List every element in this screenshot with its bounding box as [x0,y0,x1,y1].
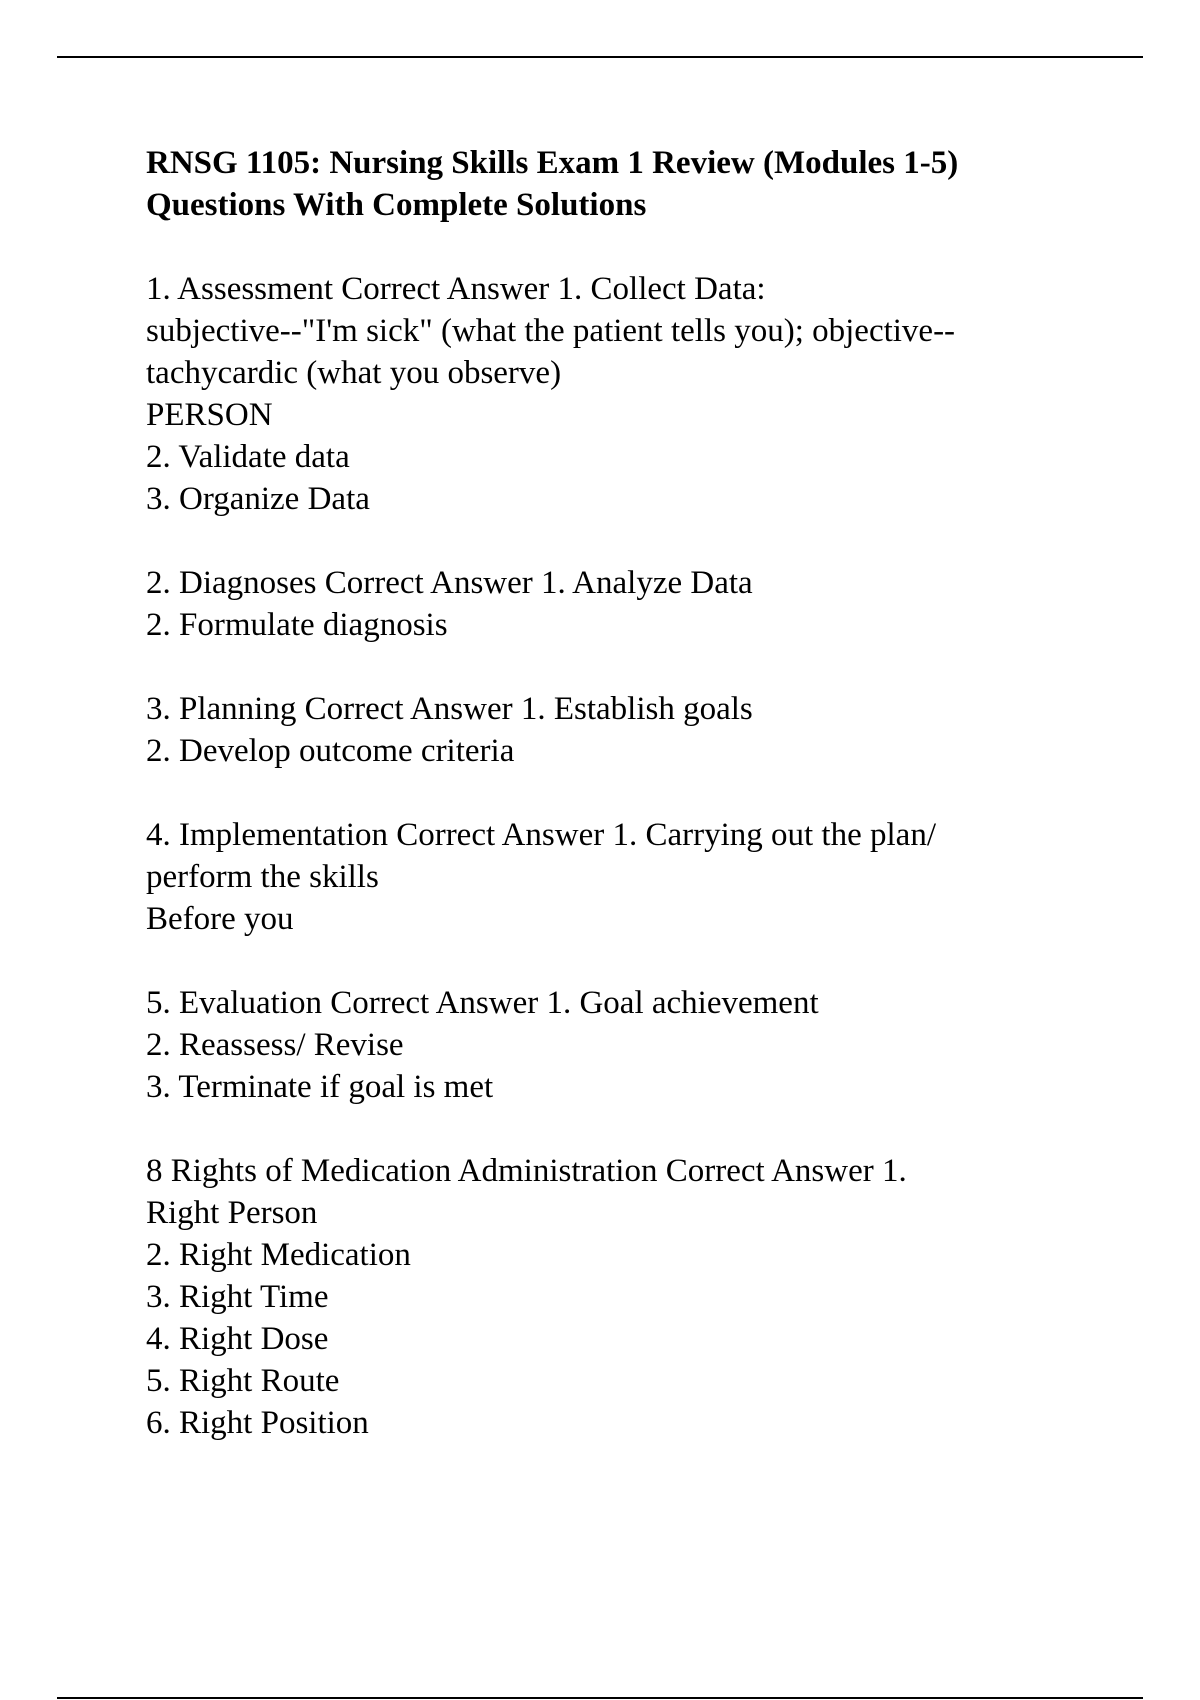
document-title [146,142,1066,226]
qa-item-diagnoses [146,562,1066,646]
document-body [146,142,1066,1486]
qa-line: 3. Right Time [146,1279,329,1315]
title-line: Questions With Complete Solutions [146,187,647,223]
qa-item-planning [146,688,1066,772]
qa-line: 6. Right Position [146,1405,369,1441]
qa-line: 4. Right Dose [146,1321,329,1357]
qa-line: 8 Rights of Medication Administration Correct Answer 1. [146,1153,907,1189]
qa-line: 3. Terminate if goal is met [146,1069,494,1105]
qa-item-evaluation [146,982,1066,1108]
qa-line: 3. Organize Data [146,481,370,517]
qa-line: 2. Develop outcome criteria [146,733,515,769]
qa-line: 2. Right Medication [146,1237,411,1273]
qa-item-implementation [146,814,1066,940]
qa-line: 1. Assessment Correct Answer 1. Collect Data: [146,271,766,307]
qa-line: tachycardic (what you observe) [146,355,562,391]
qa-item-medication-rights [146,1150,1066,1444]
qa-line: PERSON [146,397,273,433]
qa-line: 2. Reassess/ Revise [146,1027,404,1063]
qa-item-assessment [146,268,1066,520]
qa-line: Right Person [146,1195,318,1231]
qa-line: 5. Evaluation Correct Answer 1. Goal achievement [146,985,819,1021]
qa-line: 2. Validate data [146,439,350,475]
qa-line: 4. Implementation Correct Answer 1. Carrying out the plan/ [146,817,936,853]
title-line: RNSG 1105: Nursing Skills Exam 1 Review (Modules 1-5) [146,145,959,181]
qa-line: Before you [146,901,294,937]
qa-line: 3. Planning Correct Answer 1. Establish goals [146,691,753,727]
qa-line: subjective--"I'm sick" (what the patient tells you); objective-- [146,313,956,349]
qa-line: 2. Diagnoses Correct Answer 1. Analyze Data [146,565,753,601]
footer-rule [57,1697,1143,1699]
qa-line: perform the skills [146,859,379,895]
qa-line: 2. Formulate diagnosis [146,607,448,643]
qa-line: 5. Right Route [146,1363,340,1399]
header-rule [57,56,1143,58]
